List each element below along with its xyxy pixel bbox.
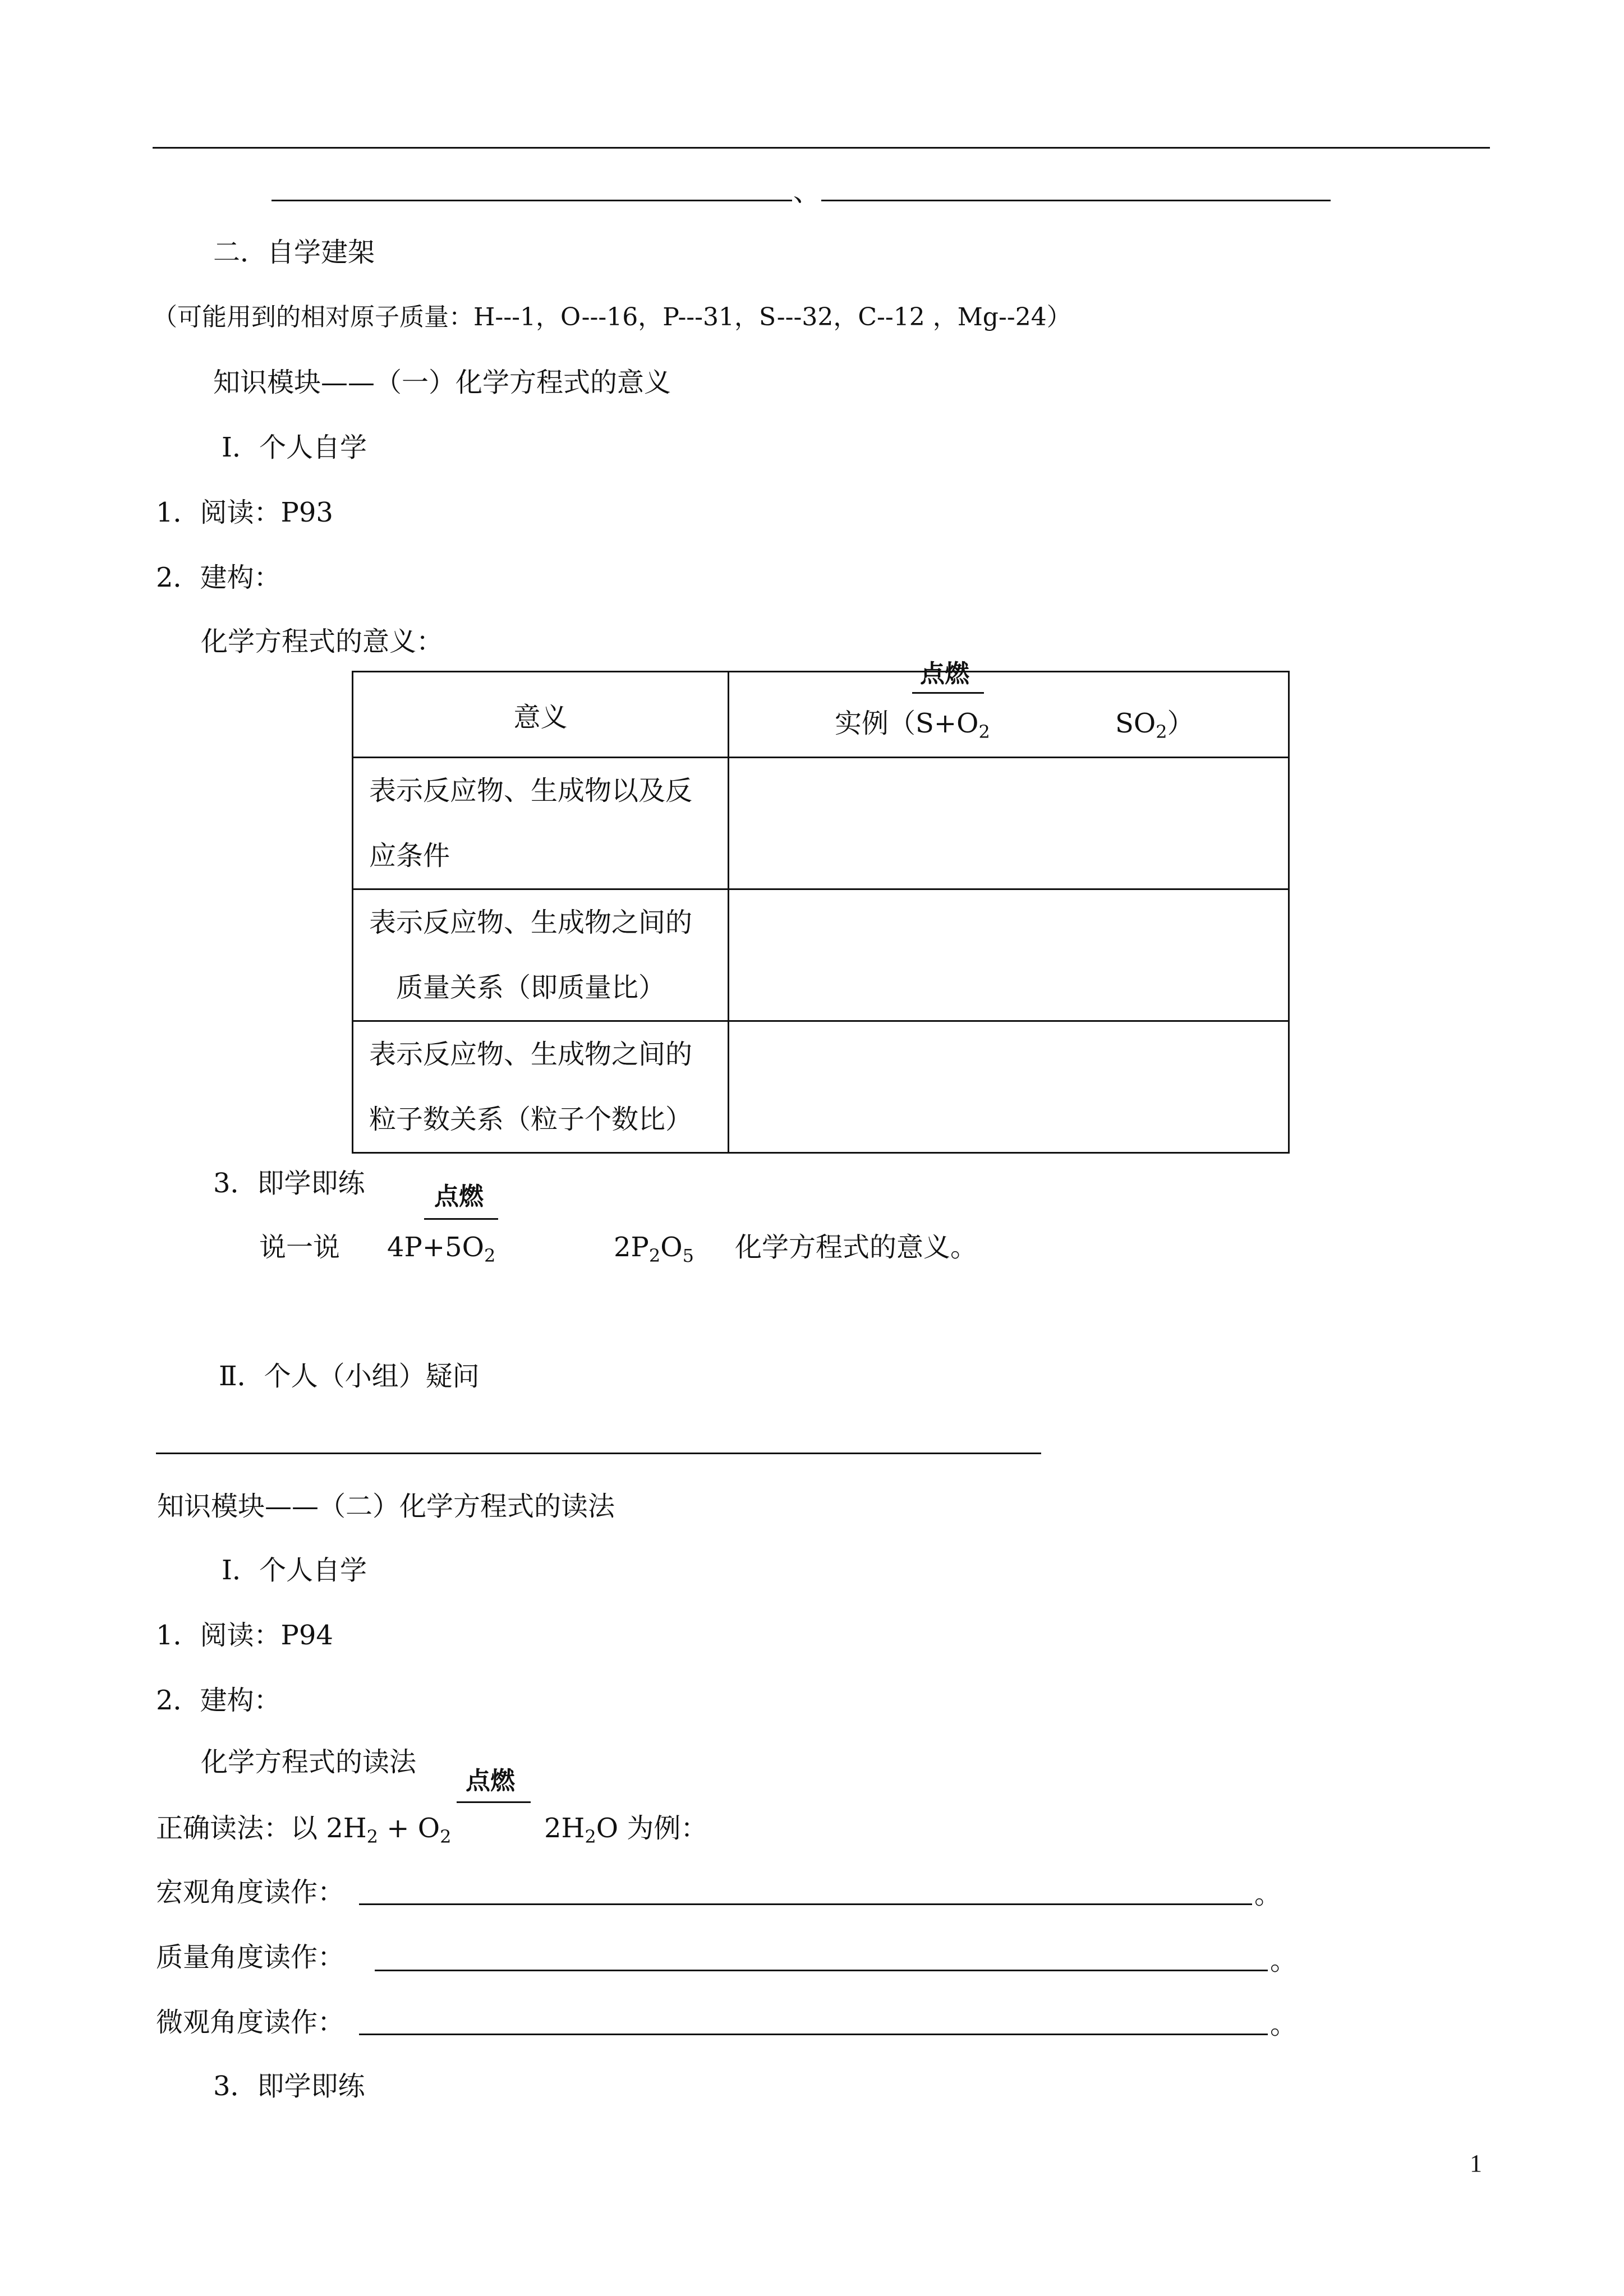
reaction-arrow-line	[457, 1801, 531, 1803]
reading-answer-line[interactable]	[359, 2034, 1268, 2035]
example-reactant-o: + O	[378, 1813, 440, 1844]
table-meaning-cell	[353, 758, 729, 889]
practice-product-b: O	[660, 1232, 683, 1263]
reading-label-macro: 宏观角度读作：	[156, 1877, 345, 1908]
table-meaning-cell	[353, 1021, 729, 1153]
reading-label-micro: 微观角度读作：	[156, 2007, 345, 2038]
practice-suffix: 化学方程式的意义。	[735, 1232, 978, 1263]
module2-step1: 1．阅读：P94	[156, 1620, 333, 1651]
atomic-mass-note: （可能用到的相对原子质量：H---1，O---16，P---31，S---32，C--12 ，Mg--24）	[153, 303, 1071, 331]
row-text-line2: 粒子数关系（粒子个数比）	[369, 1104, 693, 1135]
example-reading-product	[544, 1815, 707, 1846]
practice-prefix: 说一说	[259, 1232, 341, 1263]
reading-answer-line[interactable]	[359, 1903, 1252, 1905]
table-meaning-cell	[353, 889, 729, 1021]
example-reading-prefix	[156, 1815, 451, 1846]
header-rule	[153, 147, 1490, 149]
module2-practice-title: 3．即学即练	[213, 2071, 365, 2102]
reading-end: 。	[1270, 1945, 1298, 1976]
reaction-arrow-line	[424, 1218, 498, 1220]
table-answer-cell[interactable]	[729, 758, 1289, 889]
example-reactant-o-sub: 2	[440, 1826, 452, 1847]
example-product-tail: O 为例：	[596, 1813, 708, 1844]
example-reactant-h: 正确读法：以 2H	[156, 1813, 367, 1844]
meaning-table	[352, 671, 1290, 1154]
example-product: SO	[1115, 708, 1156, 739]
reading-answer-line[interactable]	[375, 1970, 1268, 1971]
module1-question: Ⅱ．个人（小组）疑问	[219, 1361, 480, 1392]
module1-self-study: Ⅰ．个人自学	[222, 432, 367, 463]
reaction-condition: 点燃	[920, 660, 969, 688]
example-reactants-sub: 2	[978, 721, 990, 743]
practice-product	[614, 1234, 694, 1265]
example-close: ）	[1167, 708, 1194, 739]
row-text-line1: 表示反应物、生成物之间的	[369, 907, 693, 938]
row-text-line1: 表示反应物、生成物之间的	[369, 1039, 693, 1070]
row-text-line2: 质量关系（即质量比）	[396, 972, 666, 1003]
module2-self-study: Ⅰ．个人自学	[222, 1555, 367, 1586]
page-number: 1	[1470, 2150, 1482, 2177]
example-product-sub: 2	[1156, 721, 1167, 743]
table-header-row	[353, 672, 1289, 758]
row-text-line2: 应条件	[369, 840, 450, 872]
question-answer-line[interactable]	[156, 1453, 1041, 1454]
reaction-condition: 点燃	[466, 1767, 515, 1795]
header-meaning: 意义	[353, 672, 729, 758]
blank-line[interactable]	[272, 200, 792, 201]
module2-step2: 2．建构：	[156, 1685, 281, 1716]
reading-end: 。	[1270, 2009, 1298, 2040]
module1-intro: 化学方程式的意义：	[201, 626, 444, 657]
reading-end: 。	[1254, 1879, 1282, 1910]
table-row	[353, 1021, 1289, 1153]
practice-product-a-sub: 2	[648, 1245, 661, 1266]
module2-intro: 化学方程式的读法	[201, 1746, 417, 1778]
example-product-h-sub: 2	[585, 1826, 596, 1847]
module2-title: 知识模块——（二）化学方程式的读法	[157, 1491, 615, 1522]
table-answer-cell[interactable]	[729, 889, 1289, 1021]
section-title: 二．自学建架	[213, 237, 375, 268]
practice-product-a: 2P	[614, 1232, 649, 1263]
table-row	[353, 758, 1289, 889]
reading-label-mass: 质量角度读作：	[156, 1942, 345, 1973]
example-reactant-h-sub: 2	[366, 1826, 379, 1847]
practice-reactants-sub: 2	[484, 1245, 496, 1266]
practice-reactants	[387, 1234, 495, 1265]
row-text-line1: 表示反应物、生成物以及反	[369, 775, 693, 806]
header-example	[729, 672, 1289, 758]
module1-step1: 1．阅读：P93	[156, 497, 333, 528]
table-answer-cell[interactable]	[729, 1021, 1289, 1153]
practice-reactants-text: 4P+5O	[387, 1232, 484, 1263]
practice-product-b-sub: 5	[682, 1245, 694, 1266]
blank-separator: 、	[793, 176, 821, 208]
blank-line[interactable]	[821, 200, 1331, 201]
example-product-h: 2H	[544, 1813, 585, 1844]
example-reactants: 实例（S+O	[835, 708, 979, 739]
reaction-condition: 点燃	[434, 1182, 484, 1211]
table-row	[353, 889, 1289, 1021]
module1-step2: 2．建构：	[156, 562, 281, 593]
module1-practice-title: 3．即学即练	[213, 1168, 365, 1199]
module1-title: 知识模块——（一）化学方程式的意义	[213, 367, 671, 398]
